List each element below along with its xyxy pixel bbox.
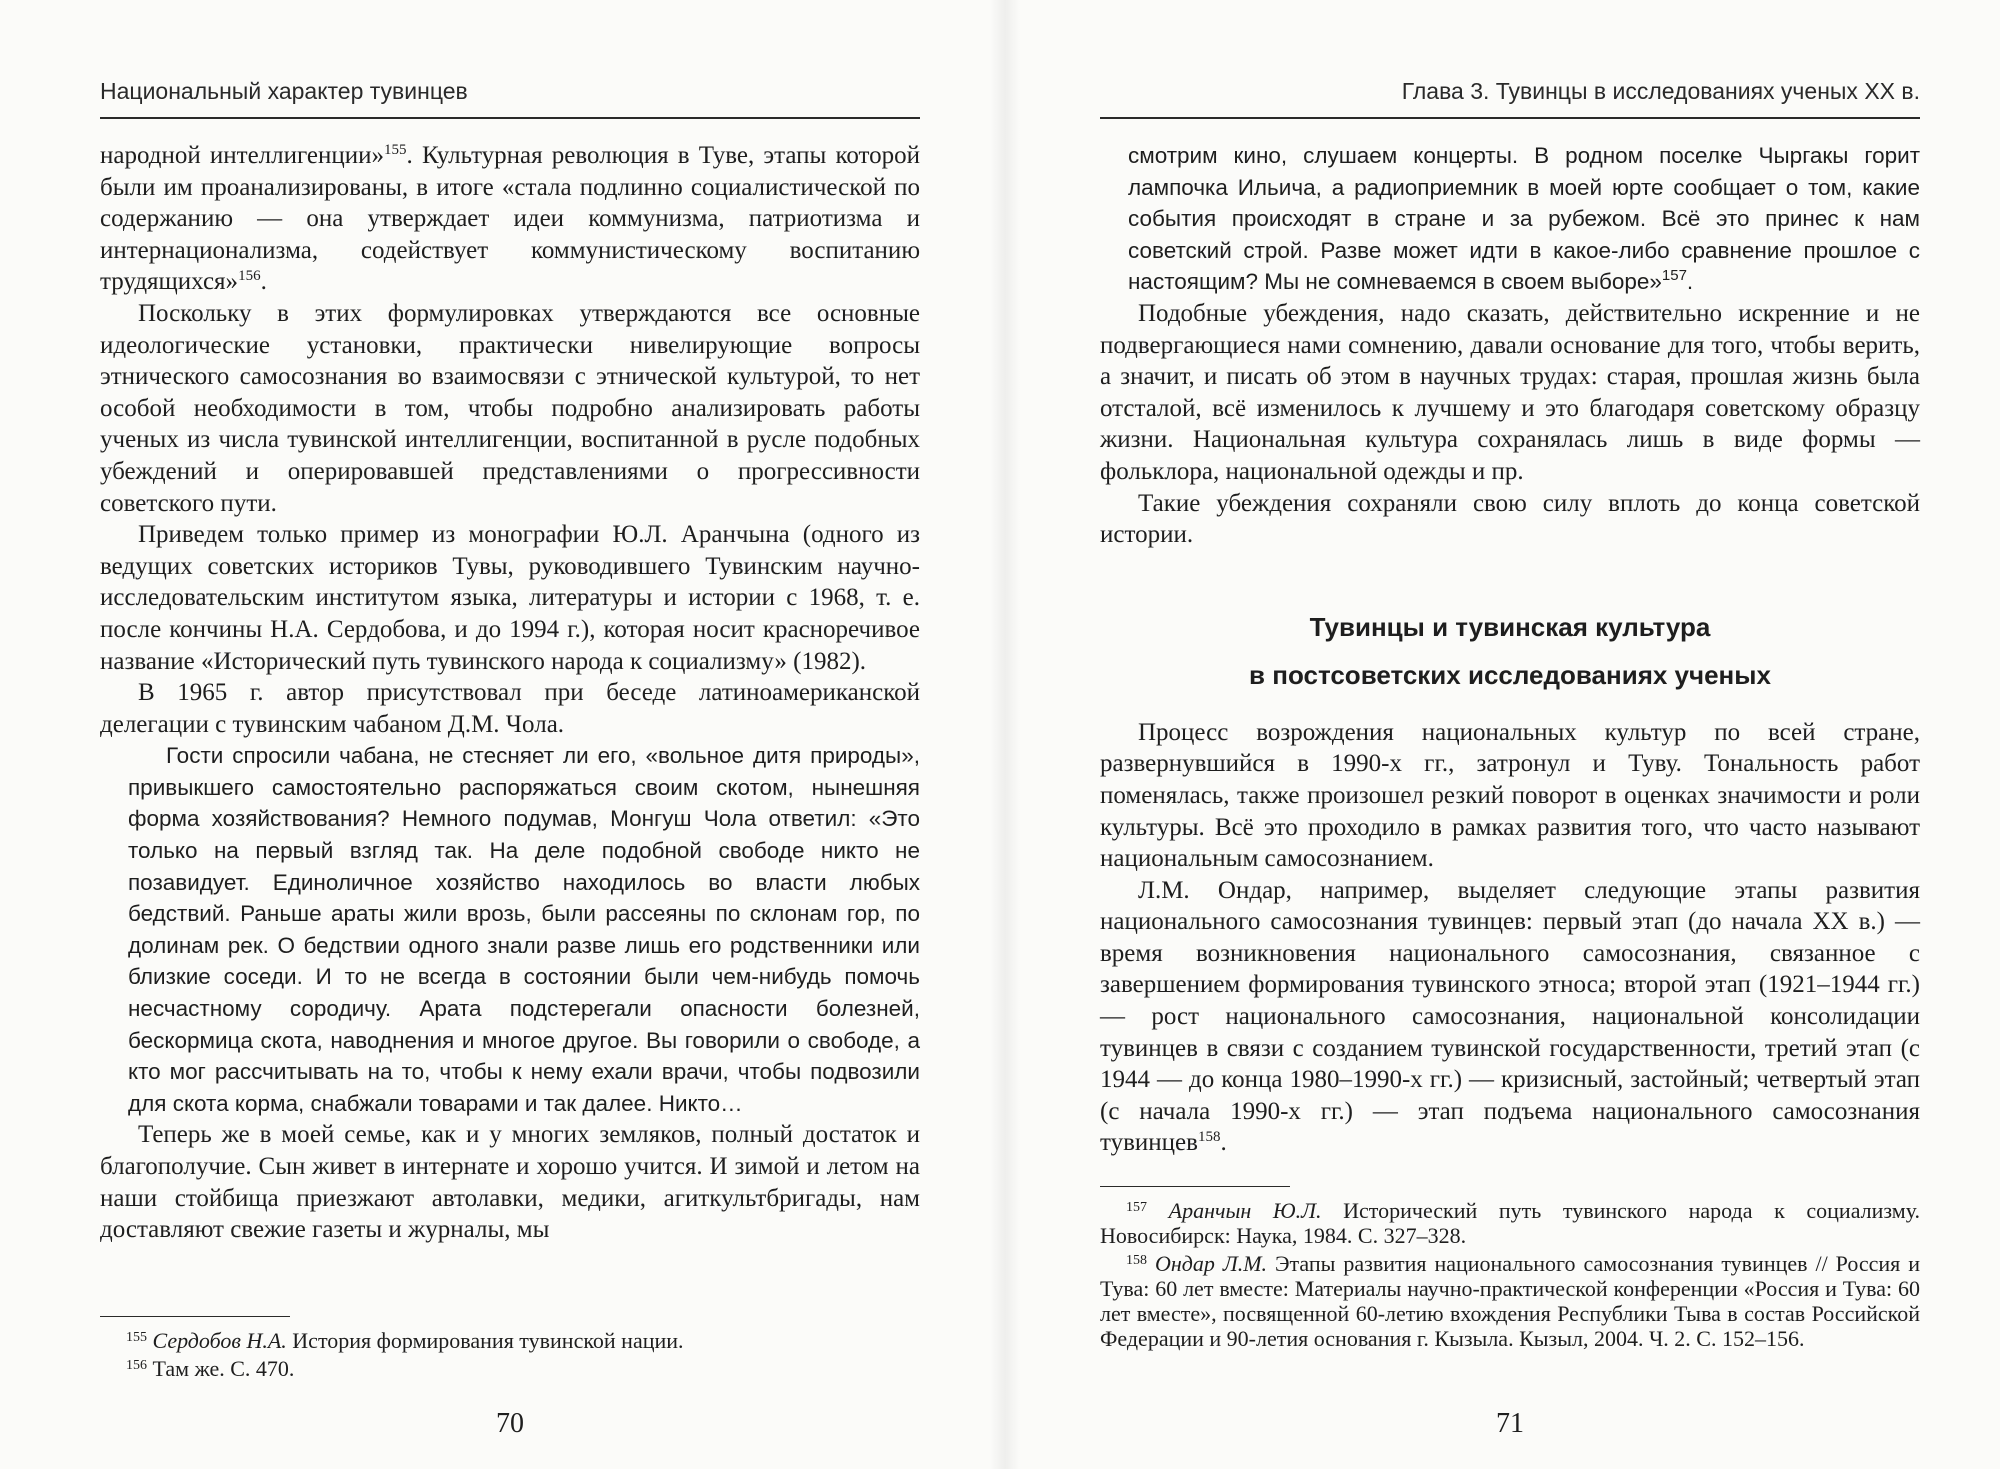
section-heading [1100, 603, 1920, 699]
footnote-number: 156 [126, 1358, 147, 1373]
paragraph: В 1965 г. автор присутствовал при беседе латиноамериканской делегации с тувинским чабаном Д.М. Чола. [100, 679, 920, 738]
section-heading-line1: Тувинцы и тувинская культура [1309, 611, 1711, 642]
footnote-ref-155[interactable]: 155 [384, 142, 407, 158]
book-gutter [990, 0, 1020, 1469]
footnote-158 [1100, 1248, 1920, 1351]
left-page [100, 0, 920, 1469]
paragraph: Процесс возрождения национальных культур по всей стране, развернувшийся в 1990-х гг., затронул и Туву. Тональность работ поменялась, также произошел резкий поворот в оценках значимости и роли культуры. Всё это проходило в рамках развития того, что часто называют национальным самосознанием. [1100, 718, 1920, 873]
running-head-left: Национальный характер тувинцев [100, 78, 468, 104]
footnote-number: 157 [1126, 1200, 1147, 1215]
left-page-body [100, 140, 920, 1246]
footnote-author: Ондар Л.М. [1154, 1251, 1268, 1276]
text: . [260, 268, 267, 296]
text: . [1686, 269, 1694, 295]
footnote-author: Аранчын Ю.Л. [1168, 1198, 1322, 1223]
header-rule-left [100, 117, 920, 119]
text: народной интеллигенции» [100, 142, 385, 169]
footnote-156 [100, 1353, 920, 1381]
footnote-text: Этапы развития национального самосознания тувинцев // Россия и Тува: 60 лет вместе: Материалы научно-практической конференции «Россия и Тува: 60 лет вместе», посвященной 60-летию вхождения Республики Тыва в состав Российской Федерации и 90-летия основания г. Кызыла. Кызыл, 2004. Ч. 2. С. 152–156. [1100, 1251, 1921, 1351]
footnotes-left [100, 1316, 920, 1381]
paragraph [100, 140, 920, 298]
block-quote [128, 740, 920, 1119]
paragraph: Приведем только пример из монографии Ю.Л. Аранчына (одного из ведущих советских историков Тувы, руководившего Тувинским научно-исследовательским институтом языка, литературы и истории с 1968, т. е. после кончины Н.А. Сердобова, и до 1994 г.), которая носит красноречивое название «Исторический путь тувинского народа к социализму» (1982). [100, 521, 920, 675]
text: смотрим кино, слушаем концерты. В родном поселке Чыргакы горит лампочка Ильича, а радиоприемник в моей юрте сообщает о том, какие события происходят в стране и за рубежом. Всё это принес к нам советский строй. Разве может идти в какое-либо сравнение прошлое с настоящим? Мы не сомневаемся в своем выборе» [1128, 143, 1920, 295]
footnote-number: 155 [126, 1330, 147, 1345]
footnotes-right [1100, 1186, 1920, 1351]
header-rule-right [1100, 117, 1920, 119]
footnote-rule [100, 1316, 290, 1317]
paragraph [1100, 875, 1920, 1159]
footnote-ref-158[interactable]: 158 [1197, 1129, 1221, 1146]
paragraph: Поскольку в этих формулировках утверждаются все основные идеологические установки, практически нивелирующие вопросы этнического самосознания во взаимосвязи с этнической культурой, то нет особой необходимости в том, чтобы подробно анализировать работы ученых из числа тувинской интеллигенции, воспитанной в русле подобных убеждений и оперировавшей представлениями о прогрессивности советского пути. [100, 299, 920, 517]
footnote-ref-156[interactable]: 156 [238, 268, 261, 285]
footnote-155 [100, 1325, 920, 1353]
text: . Культурная революция в Туве, этапы которой были им проанализированы, в итоге «стала подлинно социалистической по содержанию — она утверждает идеи коммунизма, патриотизма и интернационализма, содействует коммунистическому воспитанию трудящихся» [100, 142, 920, 296]
page-number-right: 71 [1496, 1408, 1524, 1439]
footnote-157 [1100, 1195, 1920, 1248]
footnote-author: Сердобов Н.А. [152, 1328, 287, 1353]
paragraph: Подобные убеждения, надо сказать, действительно искренние и не подвергающиеся нами сомнению, давали основание для того, чтобы верить, а значит, и писать об этом в научных трудах: старая, прошлая жизнь была отсталой, всё изменилось к лучшему и это благодаря советскому образцу жизни. Национальная культура сохранялась лишь в виде формы — фольклора, национальной одежды и пр. [1100, 299, 1920, 485]
block-quote-continued [1128, 140, 1920, 298]
page-number-left: 70 [496, 1408, 524, 1439]
right-page-body [1100, 140, 1920, 1159]
text: . [1220, 1129, 1227, 1157]
right-page [1100, 0, 1920, 1469]
footnote-text: Там же. С. 470. [147, 1356, 295, 1381]
quote-paragraph: Гости спросили чабана, не стесняет ли его, «вольное дитя природы», привыкшего самостоятельно распоряжаться своим скотом, нынешняя форма хозяйствования? Немного подумав, Монгуш Чола ответил: «Это только на первый взгляд так. На деле подобной свободе никто не позавидует. Единоличное хозяйство находилось во власти любых бедствий. Раньше араты жили врозь, были рассеяны по склонам гор, по долинам рек. О бедствии одного знали разве лишь его родственники или близкие соседи. И то не всегда в состоянии были чем-нибудь помочь несчастному сородичу. Арата подстерегали опасности болезней, бескормица скота, наводнения и многое другое. Вы говорили о свободе, а кто мог рассчитывать на то, чтобы к нему ехали врачи, чтобы подвозили для скота корма, снабжали товарами и так далее. Никто… [128, 743, 920, 1116]
footnote-rule [1100, 1186, 1290, 1187]
text: Л.М. Ондар, например, выделяет следующие этапы развития национального самосознания тувинцев: первый этап (до начала XX в.) — время возникновения национального самосознания, связанное с завершением формирования тувинского этноса; второй этап (1921–1944 гг.) — рост национального самосознания, национальной консолидации тувинцев в связи с созданием тувинской государственности, третий этап (с 1944 — до конца 1980–1990-х гг.) — кризисный, застойный; четвертый этап (с начала 1990-х гг.) — этап подъема национального самосознания тувинцев [1100, 876, 1920, 1157]
paragraph: Такие убеждения сохраняли свою силу вплоть до конца советской истории. [1100, 489, 1920, 549]
quote-paragraph [1128, 140, 1920, 298]
paragraph: Теперь же в моей семье, как и у многих земляков, полный достаток и благополучие. Сын живет в интернате и хорошо учится. И зимой и летом на наши стойбища приезжают автолавки, медики, агиткультбригады, нам доставляют свежие газеты и журналы, мы [100, 1121, 920, 1244]
footnote-number: 158 [1126, 1253, 1147, 1268]
running-head-right: Глава 3. Тувинцы в исследованиях ученых XX в. [1401, 78, 1920, 104]
section-heading-line2: в постсоветских исследованиях ученых [1249, 659, 1771, 690]
footnote-text: Исторический путь тувинского народа к социализму. Новосибирск: Наука, 1984. С. 327–328. [1100, 1198, 1920, 1248]
footnote-text: История формирования тувинской нации. [286, 1328, 684, 1353]
footnote-ref-157[interactable]: 157 [1661, 267, 1687, 285]
